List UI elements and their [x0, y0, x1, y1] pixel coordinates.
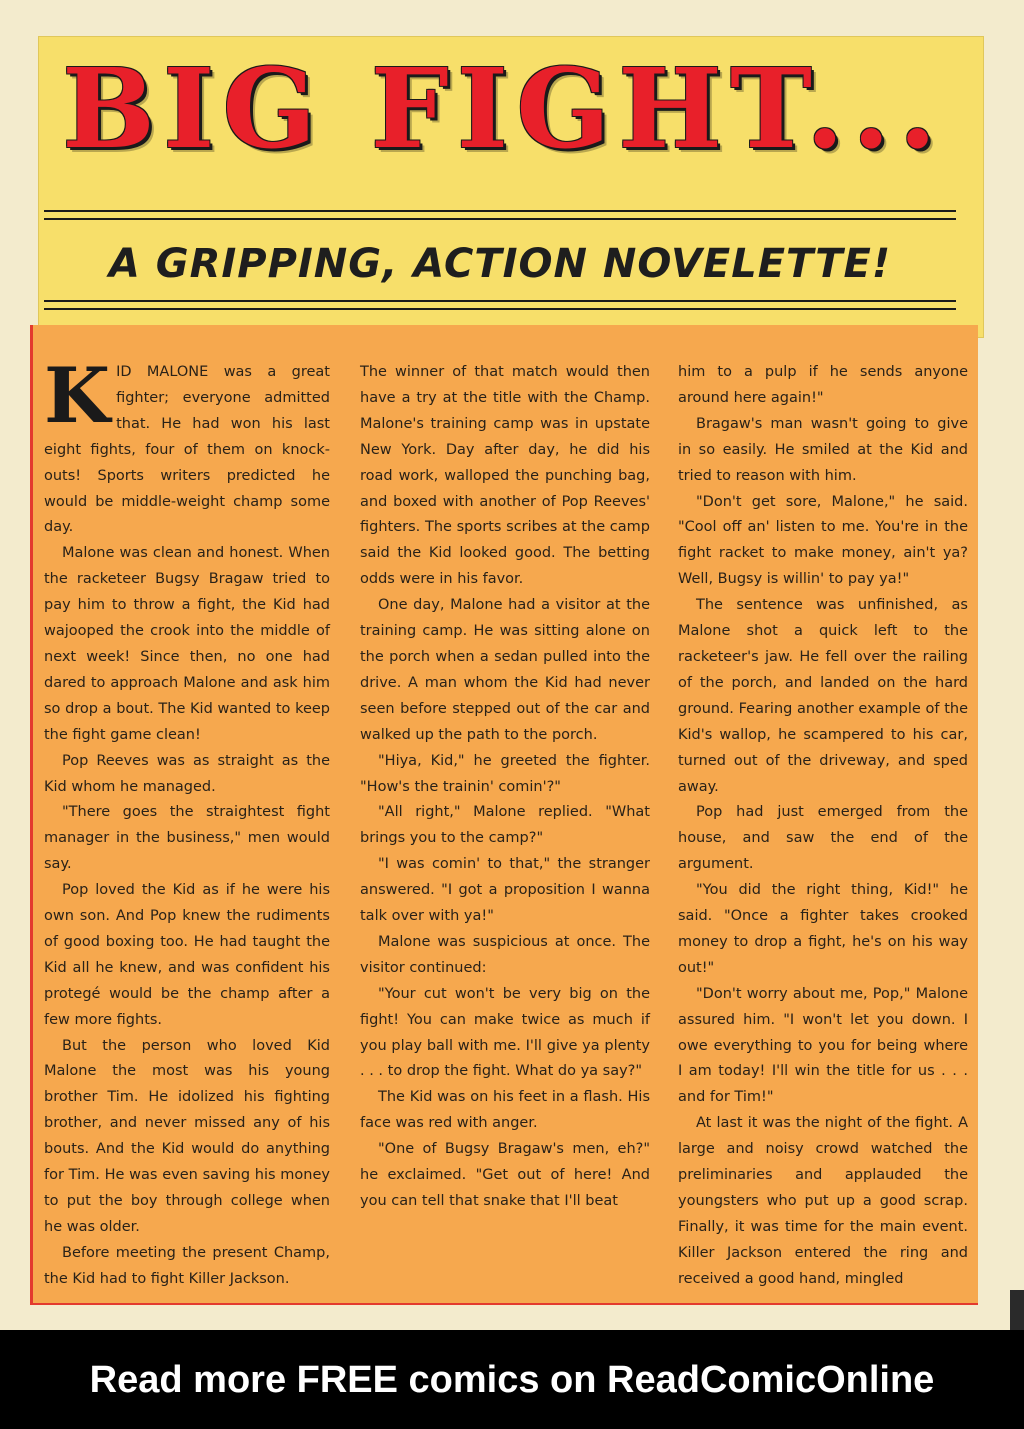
divider-rule-bottom [44, 300, 956, 302]
paragraph: Pop loved the Kid as if he were his own son. And Pop knew the rudiments of good boxing too. He had taught the Kid all he knew, and was confident his protegé would be the champ after a few more fights. [44, 882, 330, 1028]
paragraph: At last it was the night of the fight. A large and noisy crowd watched the preliminaries and applauded the youngsters who put up a good scrap. Finally, it was time for the main event. Killer Jackson entered the ring and received a good hand, mingled [678, 1115, 968, 1287]
text-column-1 [44, 351, 330, 1293]
paragraph: "All right," Malone replied. "What brings you to the camp?" [360, 804, 650, 847]
text-column-2 [360, 360, 650, 1215]
paragraph: "There goes the straightest fight manager in the business," men would say. [44, 804, 330, 873]
paragraph: "Don't get sore, Malone," he said. "Cool off an' listen to me. You're in the fight racket to make money, ain't ya? Well, Bugsy is willin' to pay ya!" [678, 493, 968, 588]
paragraph: "Don't worry about me, Pop," Malone assured him. "I won't let you down. I owe everything to you for being where I am today! I'll win the title for us . . . and for Tim!" [678, 985, 968, 1106]
paragraph: "I was comin' to that," the stranger answered. "I got a proposition I wanna talk over with ya!" [360, 856, 650, 925]
paragraph: Before meeting the present Champ, the Kid had to fight Killer Jackson. [44, 1244, 330, 1287]
divider-rule-top [44, 210, 956, 212]
page-edge-shadow [1010, 1290, 1024, 1330]
paragraph: But the person who loved Kid Malone the most was his young brother Tim. He idolized his fighting brother, and never missed any of his bouts. And the Kid would do anything for Tim. He was even saving his money to put the boy through college when he was older. [44, 1037, 330, 1235]
paragraph: "Hiya, Kid," he greeted the fighter. "How's the trainin' comin'?" [360, 752, 650, 795]
paragraph: Bragaw's man wasn't going to give in so easily. He smiled at the Kid and tried to reason with him. [678, 415, 968, 484]
story-title: BIG FIGHT... [62, 44, 945, 173]
paragraph: One day, Malone had a visitor at the training camp. He was sitting alone on the porch when a sedan pulled into the drive. A man whom the Kid had never seen before stepped out of the car and walked up the path to the porch. [360, 597, 650, 743]
paragraph: Malone was clean and honest. When the racketeer Bugsy Bragaw tried to pay him to throw a fight, the Kid had wajooped the crook into the middle of next week! Since then, no one had dared to approach Malone and ask him so drop a bout. The Kid wanted to keep the fight game clean! [44, 545, 330, 743]
divider-rule-bottom-2 [44, 308, 956, 310]
paragraph: ID MALONE was a great fighter; everyone admitted that. He had won his last eight fights, four of them on knock-outs! Sports writers predicted he would be middle-weight champ some day. [44, 364, 330, 536]
drop-cap: K [44, 351, 111, 440]
story-subtitle: A GRIPPING, ACTION NOVELETTE! [108, 241, 892, 287]
paragraph: "One of Bugsy Bragaw's men, eh?" he exclaimed. "Get out of here! And you can tell that snake that I'll beat [360, 1141, 650, 1209]
paragraph: The Kid was on his feet in a flash. His face was red with anger. [360, 1089, 650, 1132]
promo-banner-text[interactable]: Read more FREE comics on ReadComicOnline [89, 1359, 935, 1401]
paragraph: Pop Reeves was as straight as the Kid whom he managed. [44, 752, 330, 795]
divider-rule-top-2 [44, 218, 956, 220]
paragraph: "Your cut won't be very big on the fight! You can make twice as much if you play ball with me. I'll give ya plenty . . . to drop the fight. What do ya say?" [360, 985, 650, 1080]
paragraph: The sentence was unfinished, as Malone shot a quick left to the racketeer's jaw. He fell over the railing of the porch, and landed on the hard ground. Fearing another example of the Kid's wallop, he scampered to his car, turned out of the driveway, and sped away. [678, 597, 968, 795]
paragraph: Pop had just emerged from the house, and saw the end of the argument. [678, 804, 968, 873]
text-column-3 [678, 360, 968, 1293]
paragraph: The winner of that match would then have a try at the title with the Champ. Malone's training camp was in upstate New York. Day after day, he did his road work, walloped the punching bag, and boxed with another of Pop Reeves' fighters. The sports scribes at the camp said the Kid looked good. The betting odds were in his favor. [360, 364, 650, 588]
paragraph: Malone was suspicious at once. The visitor continued: [360, 933, 650, 976]
paragraph: him to a pulp if he sends anyone around here again!" [678, 364, 968, 406]
paragraph: "You did the right thing, Kid!" he said. "Once a fighter takes crooked money to drop a fight, he's on his way out!" [678, 882, 968, 976]
